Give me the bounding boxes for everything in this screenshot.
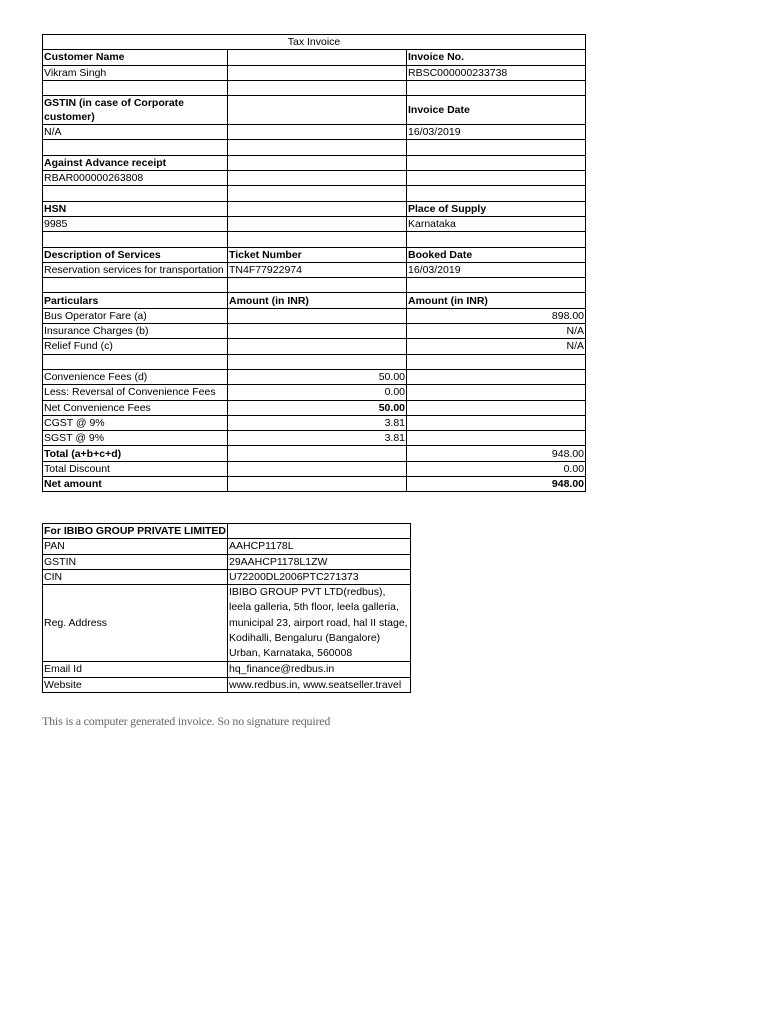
email-label: Email Id xyxy=(43,662,228,677)
bus-operator-fare-value: 898.00 xyxy=(407,308,586,323)
net-convenience-label: Net Convenience Fees xyxy=(43,400,228,415)
total-label: Total (a+b+c+d) xyxy=(43,446,228,461)
advance-receipt-value: RBAR000000263808 xyxy=(43,171,228,186)
bus-operator-fare-label: Bus Operator Fare (a) xyxy=(43,308,228,323)
net-convenience-value: 50.00 xyxy=(228,400,407,415)
booked-date-label: Booked Date xyxy=(407,247,586,262)
customer-name-label: Customer Name xyxy=(43,50,228,65)
amount-label-2: Amount (in INR) xyxy=(407,293,586,308)
net-amount-label: Net amount xyxy=(43,477,228,492)
invoice-no-label: Invoice No. xyxy=(407,50,586,65)
pan-value: AAHCP1178L xyxy=(228,539,411,554)
tax-invoice-table xyxy=(42,34,586,492)
gstin-label: GSTIN (in case of Corporate customer) xyxy=(43,96,228,125)
pan-label: PAN xyxy=(43,539,228,554)
invoice-date-label: Invoice Date xyxy=(407,96,586,125)
footer-note: This is a computer generated invoice. So no signature required xyxy=(42,714,331,728)
address-label: Reg. Address xyxy=(43,585,228,662)
company-details-table xyxy=(42,523,411,693)
description-label: Description of Services xyxy=(43,247,228,262)
relief-fund-label: Relief Fund (c) xyxy=(43,339,228,354)
email-value: hq_finance@redbus.in xyxy=(228,662,411,677)
website-value: www.redbus.in, www.seatseller.travel xyxy=(228,677,411,692)
sgst-label: SGST @ 9% xyxy=(43,431,228,446)
total-discount-label: Total Discount xyxy=(43,461,228,476)
insurance-value: N/A xyxy=(407,324,586,339)
net-amount-value: 948.00 xyxy=(407,477,586,492)
particulars-label: Particulars xyxy=(43,293,228,308)
advance-receipt-label: Against Advance receipt xyxy=(43,155,228,170)
ticket-number-label: Ticket Number xyxy=(228,247,407,262)
cgst-value: 3.81 xyxy=(228,415,407,430)
total-value: 948.00 xyxy=(407,446,586,461)
sgst-value: 3.81 xyxy=(228,431,407,446)
reversal-label: Less: Reversal of Convenience Fees xyxy=(43,385,228,400)
place-of-supply-label: Place of Supply xyxy=(407,201,586,216)
total-discount-value: 0.00 xyxy=(407,461,586,476)
cin-label: CIN xyxy=(43,569,228,584)
place-of-supply-value: Karnataka xyxy=(407,216,586,231)
company-gstin-label: GSTIN xyxy=(43,554,228,569)
hsn-label: HSN xyxy=(43,201,228,216)
hsn-value: 9985 xyxy=(43,216,228,231)
company-header: For IBIBO GROUP PRIVATE LIMITED xyxy=(44,525,227,538)
cgst-label: CGST @ 9% xyxy=(43,415,228,430)
amount-label-1: Amount (in INR) xyxy=(228,293,407,308)
customer-name-value: Vikram Singh xyxy=(43,65,228,80)
address-value: IBIBO GROUP PVT LTD(redbus), leela galleria, 5th floor, leela galleria, municipal 23, airport road, hal II stage, Kodihalli, Bengaluru (Bangalore) Urban, Karnataka, 560008 xyxy=(228,585,411,662)
booked-date-value: 16/03/2019 xyxy=(407,262,586,277)
invoice-no-value: RBSC000000233738 xyxy=(407,65,586,80)
relief-fund-value: N/A xyxy=(407,339,586,354)
convenience-fees-label: Convenience Fees (d) xyxy=(43,369,228,384)
invoice-title: Tax Invoice xyxy=(43,35,586,50)
reversal-value: 0.00 xyxy=(228,385,407,400)
description-value: Reservation services for transportation xyxy=(43,262,228,277)
gstin-value: N/A xyxy=(43,125,228,140)
ticket-number-value: TN4F77922974 xyxy=(228,262,407,277)
website-label: Website xyxy=(43,677,228,692)
insurance-label: Insurance Charges (b) xyxy=(43,324,228,339)
cin-value: U72200DL2006PTC271373 xyxy=(228,569,411,584)
invoice-date-value: 16/03/2019 xyxy=(407,125,586,140)
convenience-fees-value: 50.00 xyxy=(228,369,407,384)
company-gstin-value: 29AAHCP1178L1ZW xyxy=(228,554,411,569)
